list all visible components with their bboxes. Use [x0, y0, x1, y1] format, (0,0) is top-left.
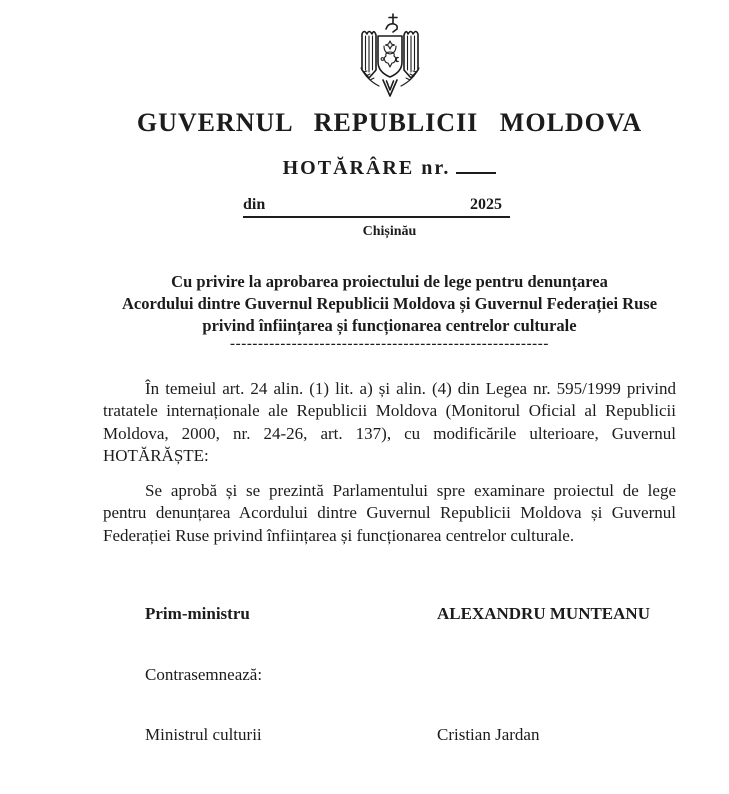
- title-line-1: Cu privire la aprobarea proiectului de lege pentru denunțarea: [171, 272, 608, 291]
- doc-type-label: HOTĂRÂRE nr.: [282, 157, 451, 179]
- coat-of-arms-container: [103, 12, 676, 100]
- signature-row-minister: [103, 725, 676, 745]
- document-content: [103, 0, 676, 745]
- paragraph-legal-basis: În temeiul art. 24 alin. (1) lit. a) și alin. (4) din Legea nr. 595/1999 privind tratatele internaționale ale Republicii Moldova (Monitorul Oficial al Republicii Moldova, 2000, nr. 24-26, art. 137), cu modificările ulterioare, Guvernul HOTĂRĂȘTE:: [103, 379, 676, 465]
- paragraph-decision: Se aprobă și se prezintă Parlamentului spre examinare proiectul de lege pentru denunțarea Acordului dintre Guvernul Republicii Moldova și Guvernul Federației Ruse privind înființarea și funcționarea centrelor culturale.: [103, 481, 676, 545]
- minister-name: Cristian Jardan: [437, 725, 540, 745]
- city-label: Chișinău: [362, 224, 417, 239]
- signature-row-prime-minister: [103, 604, 676, 624]
- date-prefix: din: [243, 196, 266, 213]
- prime-minister-label: Prim-ministru: [145, 604, 250, 624]
- document-title: [103, 271, 676, 351]
- date-year: 2025: [470, 196, 502, 213]
- minister-label: Ministrul culturii: [145, 725, 262, 745]
- title-line-2: Acordului dintre Guvernul Republicii Moldova și Guvernul Federației Ruse: [121, 294, 658, 313]
- title-divider: ---------------------------------------------------------: [230, 336, 549, 352]
- doc-number-blank: [456, 172, 496, 175]
- prime-minister-name: ALEXANDRU MUNTEANU: [437, 604, 650, 624]
- title-line-3: privind înființarea și funcționarea centrelor culturale: [202, 316, 577, 335]
- countersign-label: Contrasemnează:: [145, 665, 263, 685]
- institution-title: GUVERNUL REPUBLICII MOLDOVA: [136, 108, 643, 137]
- moldova-coat-of-arms-icon: [353, 12, 427, 105]
- doc-type-line: [103, 156, 676, 180]
- date-line: [243, 195, 510, 218]
